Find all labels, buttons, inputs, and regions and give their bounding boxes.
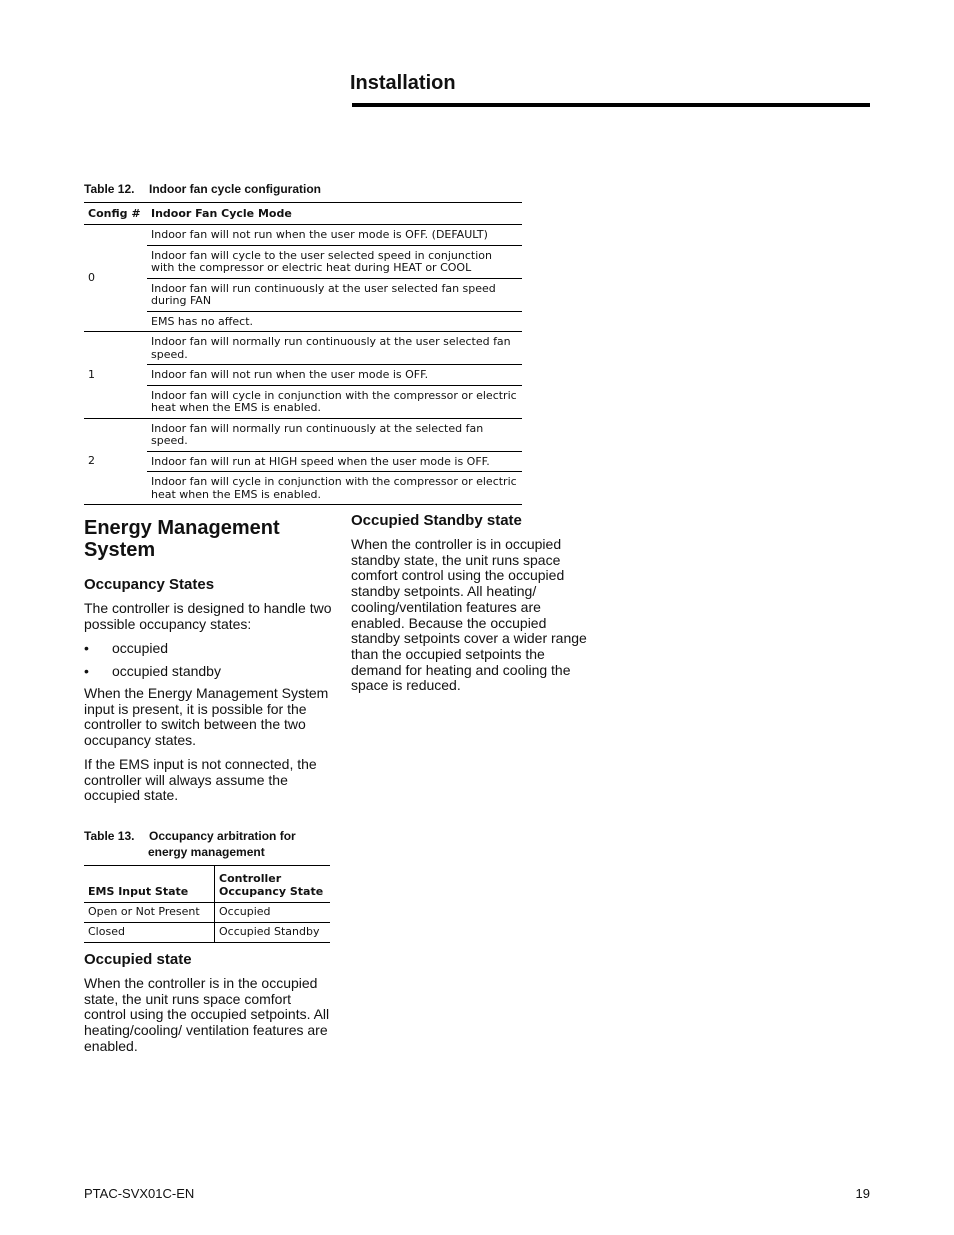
page-title: Installation bbox=[350, 72, 456, 94]
table-header-row bbox=[84, 203, 522, 225]
config-cell: 2 bbox=[84, 418, 147, 505]
page-number: 19 bbox=[855, 1186, 870, 1201]
fan-cycle-table bbox=[84, 202, 522, 505]
occupied-state-text: When the controller is in the occupied state, the unit runs space comfort control using the occupied setpoints. All heating/cooling/ ventilation features are enabled. bbox=[84, 975, 330, 1054]
occupied-standby-text: When the controller is in occupied standby state, the unit runs space comfort control using the occupied standby setpoints. All heating/ cooling/ventilation features are enabled. Because the occupied standby setpoints cover a wider range than the occupied setpoints the demand for heating and cooling the space is reduced. bbox=[351, 536, 587, 694]
mode-cell: Indoor fan will run at HIGH speed when the user mode is OFF. bbox=[147, 451, 522, 472]
mode-cell: Indoor fan will run continuously at the user selected fan speed during FAN bbox=[147, 278, 522, 311]
mode-cell: Indoor fan will normally run continuously at the selected fan speed. bbox=[147, 418, 522, 451]
table-row bbox=[84, 311, 522, 332]
list-item-text: occupied bbox=[112, 640, 169, 656]
config-cell: 1 bbox=[84, 332, 147, 419]
ems-paragraph-2: If the EMS input is not connected, the controller will always assume the occupied state. bbox=[84, 756, 317, 804]
subheading-occupied-standby: Occupied Standby state bbox=[351, 512, 522, 529]
controller-state-cell: Occupied bbox=[215, 903, 331, 923]
subheading-occupancy-states: Occupancy States bbox=[84, 576, 215, 593]
ems-paragraph-1: When the Energy Management System input is present, it is possible for the controller to switch between the two occupancy states. bbox=[84, 685, 329, 749]
column-header-config: Config # bbox=[84, 203, 147, 225]
bullet-icon: • bbox=[84, 663, 89, 679]
ems-input-cell: Closed bbox=[84, 923, 215, 943]
table-row bbox=[84, 225, 522, 246]
table13-title-line2: energy management bbox=[148, 845, 265, 859]
table-row bbox=[84, 245, 522, 278]
table-row bbox=[84, 418, 522, 451]
mode-cell: Indoor fan will cycle in conjunction with the compressor or electric heat when the EMS is enabled. bbox=[147, 385, 522, 418]
list-item bbox=[84, 640, 168, 656]
column-header-ems-input: EMS Input State bbox=[84, 866, 215, 903]
table13-number: Table 13. bbox=[84, 829, 135, 843]
mode-cell: Indoor fan will not run when the user mode is OFF. bbox=[147, 365, 522, 386]
config-cell: 0 bbox=[84, 225, 147, 332]
section-heading-ems: Energy Management System bbox=[84, 517, 280, 561]
table13-caption bbox=[84, 829, 296, 843]
table-header-row bbox=[84, 866, 330, 903]
list-item bbox=[84, 663, 221, 679]
mode-cell: Indoor fan will cycle in conjunction with the compressor or electric heat when the EMS is enabled. bbox=[147, 472, 522, 505]
bullet-icon: • bbox=[84, 640, 89, 656]
document-id: PTAC-SVX01C-EN bbox=[84, 1186, 195, 1201]
table-row bbox=[84, 385, 522, 418]
table-row bbox=[84, 365, 522, 386]
table13-title-line1: Occupancy arbitration for bbox=[149, 829, 296, 843]
ems-input-cell: Open or Not Present bbox=[84, 903, 215, 923]
list-item-text: occupied standby bbox=[112, 663, 221, 679]
table-row bbox=[84, 472, 522, 505]
column-header-mode: Indoor Fan Cycle Mode bbox=[147, 203, 522, 225]
table-row bbox=[84, 278, 522, 311]
header-rule bbox=[352, 103, 870, 107]
table-row bbox=[84, 451, 522, 472]
mode-cell: Indoor fan will cycle to the user selected speed in conjunction with the compressor or electric heat during HEAT or COOL bbox=[147, 245, 522, 278]
column-header-controller-state: Controller Occupancy State bbox=[215, 866, 331, 903]
mode-cell: Indoor fan will normally run continuously at the user selected fan speed. bbox=[147, 332, 522, 365]
table12-caption bbox=[84, 182, 321, 196]
controller-state-cell: Occupied Standby bbox=[215, 923, 331, 943]
table-row bbox=[84, 903, 330, 923]
table-row bbox=[84, 923, 330, 943]
mode-cell: EMS has no affect. bbox=[147, 311, 522, 332]
table12-number: Table 12. bbox=[84, 182, 135, 196]
subheading-occupied-state: Occupied state bbox=[84, 951, 192, 968]
table12-title: Indoor fan cycle configuration bbox=[149, 182, 322, 196]
table-row bbox=[84, 332, 522, 365]
mode-cell: Indoor fan will not run when the user mode is OFF. (DEFAULT) bbox=[147, 225, 522, 246]
occupancy-arbitration-table bbox=[84, 865, 330, 943]
occupancy-intro: The controller is designed to handle two possible occupancy states: bbox=[84, 600, 332, 632]
